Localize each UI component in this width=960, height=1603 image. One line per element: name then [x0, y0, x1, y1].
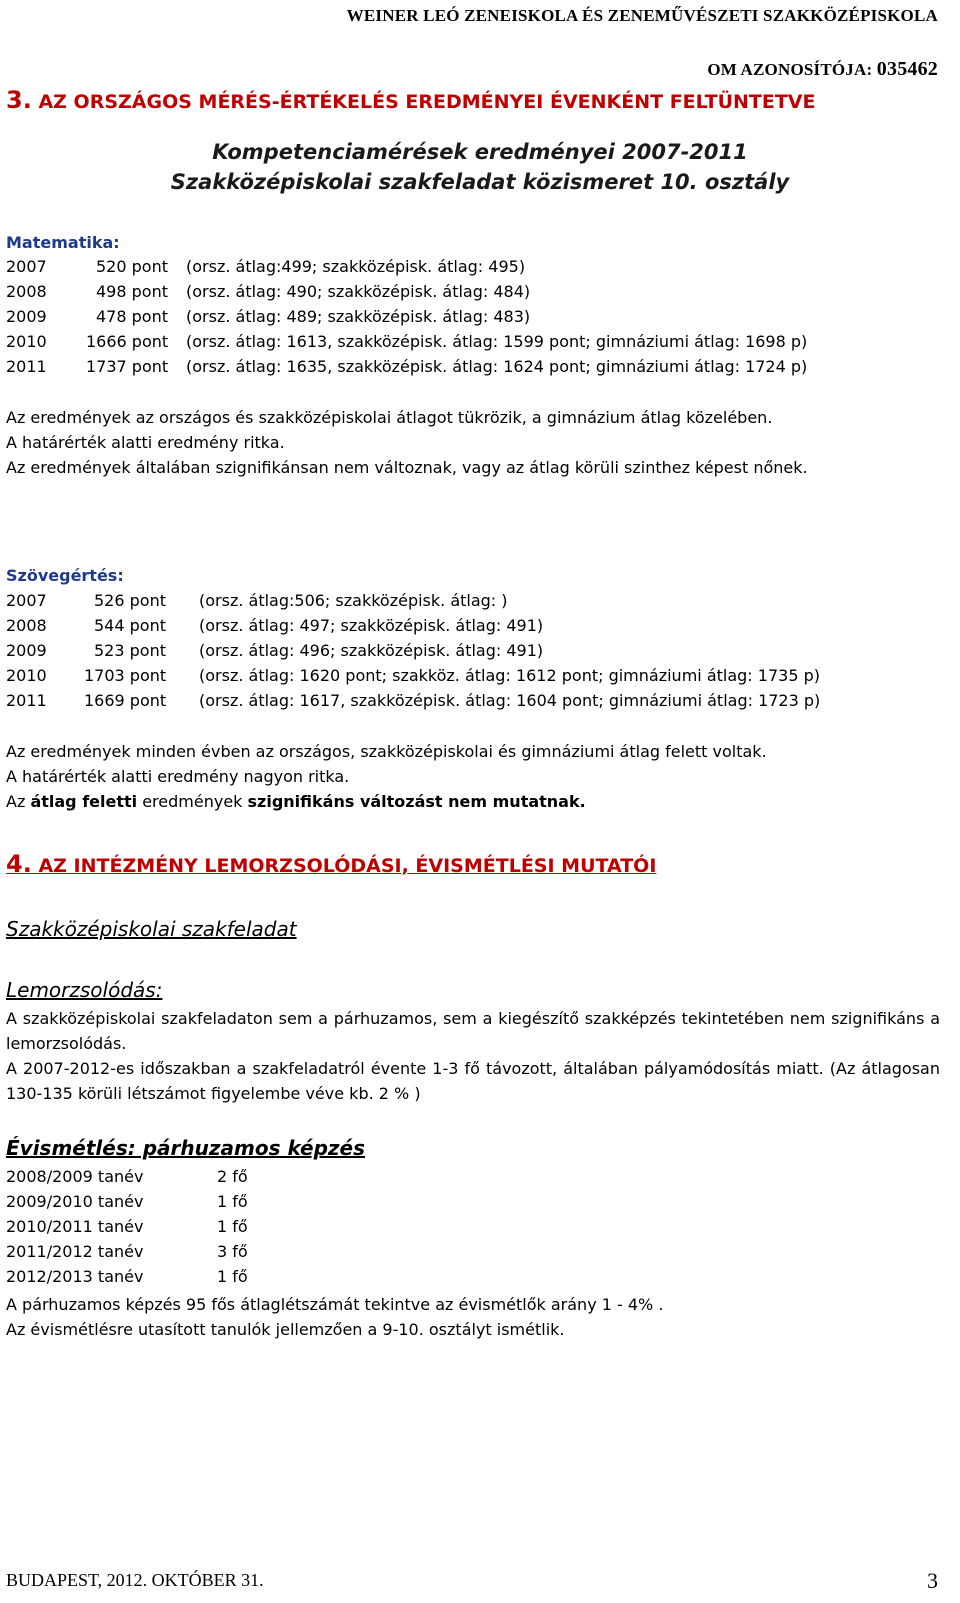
- math-row: [0, 332, 960, 354]
- math-detail: (orsz. átlag: 1613, szakközépisk. átlag: 1599 pont; gimnáziumi átlag: 1698 p): [186, 332, 808, 351]
- math-year: 2010: [6, 332, 47, 351]
- repeat-p1: A párhuzamos képzés 95 fős átlaglétszámát tekintve az évismétlők arány 1 - 4% .: [6, 1295, 664, 1314]
- repeat-count: 1 fő: [217, 1267, 248, 1286]
- repeat-row: [0, 1192, 960, 1214]
- reading-year: 2010: [6, 666, 47, 685]
- repeat-heading: Évismétlés: párhuzamos képzés: [6, 1136, 366, 1160]
- reading-row: [0, 691, 960, 713]
- reading-year: 2009: [6, 641, 47, 660]
- math-label: Matematika:: [6, 233, 120, 252]
- math-summary-p3: Az eredmények általában szignifikánsan nem változnak, vagy az átlag körüli szinthez képest nőnek.: [6, 458, 808, 477]
- reading-points: 523 pont: [94, 641, 166, 660]
- math-year: 2007: [6, 257, 47, 276]
- reading-points: 1669 pont: [84, 691, 167, 710]
- repeat-year: 2009/2010 tanév: [6, 1192, 144, 1211]
- math-detail: (orsz. átlag:499; szakközépisk. átlag: 495): [186, 257, 526, 276]
- section4-title: AZ INTÉZMÉNY LEMORZSOLÓDÁSI, ÉVISMÉTLÉSI MUTATÓI: [38, 855, 657, 877]
- math-row: [0, 257, 960, 279]
- reading-points: 544 pont: [94, 616, 166, 635]
- section3-number: 3.: [6, 86, 32, 114]
- repeat-row: [0, 1267, 960, 1289]
- section3-heading: [6, 86, 816, 114]
- reading-summary-p1: Az eredmények minden évben az országos, szakközépiskolai és gimnáziumi átlag felett voltak.: [6, 742, 767, 761]
- reading-detail: (orsz. átlag: 496; szakközépisk. átlag: 491): [199, 641, 544, 660]
- reading-summary-p3: Az átlag feletti eredmények szignifikáns változást nem mutatnak.: [6, 792, 586, 811]
- dropout-heading: Lemorzsolódás:: [6, 978, 163, 1002]
- section4-heading: [6, 850, 656, 878]
- reading-summary: [6, 739, 940, 814]
- page-number: 3: [927, 1568, 938, 1593]
- math-points: 520 pont: [96, 257, 168, 276]
- om-id: [707, 58, 938, 81]
- math-summary-p1: Az eredmények az országos és szakközépiskolai átlagot tükrözik, a gimnázium átlag közelében.: [6, 408, 773, 427]
- repeat-year: 2010/2011 tanév: [6, 1217, 144, 1236]
- repeat-count: 1 fő: [217, 1217, 248, 1236]
- math-summary-p2: A határérték alatti eredmény ritka.: [6, 433, 285, 452]
- math-detail: (orsz. átlag: 489; szakközépisk. átlag: 483): [186, 307, 531, 326]
- om-number: 035462: [876, 58, 938, 80]
- math-year: 2008: [6, 282, 47, 301]
- reading-year: 2007: [6, 591, 47, 610]
- emph-no-change: szignifikáns változást nem mutatnak.: [247, 792, 586, 811]
- math-summary: [6, 405, 940, 480]
- math-detail: (orsz. átlag: 1635, szakközépisk. átlag: 1624 pont; gimnáziumi átlag: 1724 p): [186, 357, 808, 376]
- section4-number: 4.: [6, 850, 32, 878]
- math-row: [0, 282, 960, 304]
- section4-subheading: Szakközépiskolai szakfeladat: [6, 917, 297, 941]
- repeat-summary: [6, 1292, 940, 1342]
- repeat-count: 3 fő: [217, 1242, 248, 1261]
- repeat-row: [0, 1242, 960, 1264]
- section3-title: AZ ORSZÁGOS MÉRÉS-ÉRTÉKELÉS EREDMÉNYEI ÉVENKÉNT FELTÜNTETVE: [38, 91, 816, 113]
- repeat-count: 1 fő: [217, 1192, 248, 1211]
- reading-detail: (orsz. átlag: 1620 pont; szakköz. átlag: 1612 pont; gimnáziumi átlag: 1735 p): [199, 666, 820, 685]
- reading-row: [0, 616, 960, 638]
- dropout-p1: A szakközépiskolai szakfeladaton sem a párhuzamos, sem a kiegészítő szakképzés tekintetében nem szignifikáns a lemorzsolódás.: [6, 1009, 940, 1053]
- school-name: WEINER LEÓ ZENEISKOLA ÉS ZENEMŰVÉSZETI SZAKKÖZÉPISKOLA: [346, 6, 938, 25]
- math-year: 2011: [6, 357, 47, 376]
- reading-detail: (orsz. átlag:506; szakközépisk. átlag: ): [199, 591, 508, 610]
- math-points: 1666 pont: [86, 332, 169, 351]
- repeat-count: 2 fő: [217, 1167, 248, 1186]
- section3-subtitle2: Szakközépiskolai szakfeladat közismeret 10. osztály: [170, 170, 790, 194]
- reading-year: 2011: [6, 691, 47, 710]
- reading-detail: (orsz. átlag: 497; szakközépisk. átlag: 491): [199, 616, 544, 635]
- repeat-p2: Az évismétlésre utasított tanulók jellemzően a 9-10. osztályt ismétlik.: [6, 1320, 565, 1339]
- math-row: [0, 357, 960, 379]
- reading-row: [0, 591, 960, 613]
- footer-place-date: BUDAPEST, 2012. OKTÓBER 31.: [6, 1570, 264, 1590]
- repeat-row: [0, 1167, 960, 1189]
- math-points: 498 pont: [96, 282, 168, 301]
- reading-row: [0, 641, 960, 663]
- repeat-row: [0, 1217, 960, 1239]
- reading-label: Szövegértés:: [6, 566, 124, 585]
- reading-summary-p2: A határérték alatti eredmény nagyon ritka.: [6, 767, 350, 786]
- emph-above-average: átlag feletti: [30, 792, 138, 811]
- reading-detail: (orsz. átlag: 1617, szakközépisk. átlag: 1604 pont; gimnáziumi átlag: 1723 p): [199, 691, 821, 710]
- reading-row: [0, 666, 960, 688]
- repeat-year: 2012/2013 tanév: [6, 1267, 144, 1286]
- math-points: 478 pont: [96, 307, 168, 326]
- repeat-year: 2011/2012 tanév: [6, 1242, 144, 1261]
- repeat-year: 2008/2009 tanév: [6, 1167, 144, 1186]
- reading-year: 2008: [6, 616, 47, 635]
- math-row: [0, 307, 960, 329]
- math-detail: (orsz. átlag: 490; szakközépisk. átlag: 484): [186, 282, 531, 301]
- reading-points: 1703 pont: [84, 666, 167, 685]
- reading-points: 526 pont: [94, 591, 166, 610]
- om-label: OM AZONOSÍTÓJA:: [707, 60, 873, 79]
- math-year: 2009: [6, 307, 47, 326]
- math-points: 1737 pont: [86, 357, 169, 376]
- dropout-p2: A 2007-2012-es időszakban a szakfeladatról évente 1-3 fő távozott, általában pályamódosítás miatt. (Az átlagosan 130-135 körüli létszámot figyelembe véve kb. 2 % ): [6, 1059, 940, 1103]
- section3-subtitle1: Kompetenciamérések eredményei 2007-2011: [212, 140, 748, 164]
